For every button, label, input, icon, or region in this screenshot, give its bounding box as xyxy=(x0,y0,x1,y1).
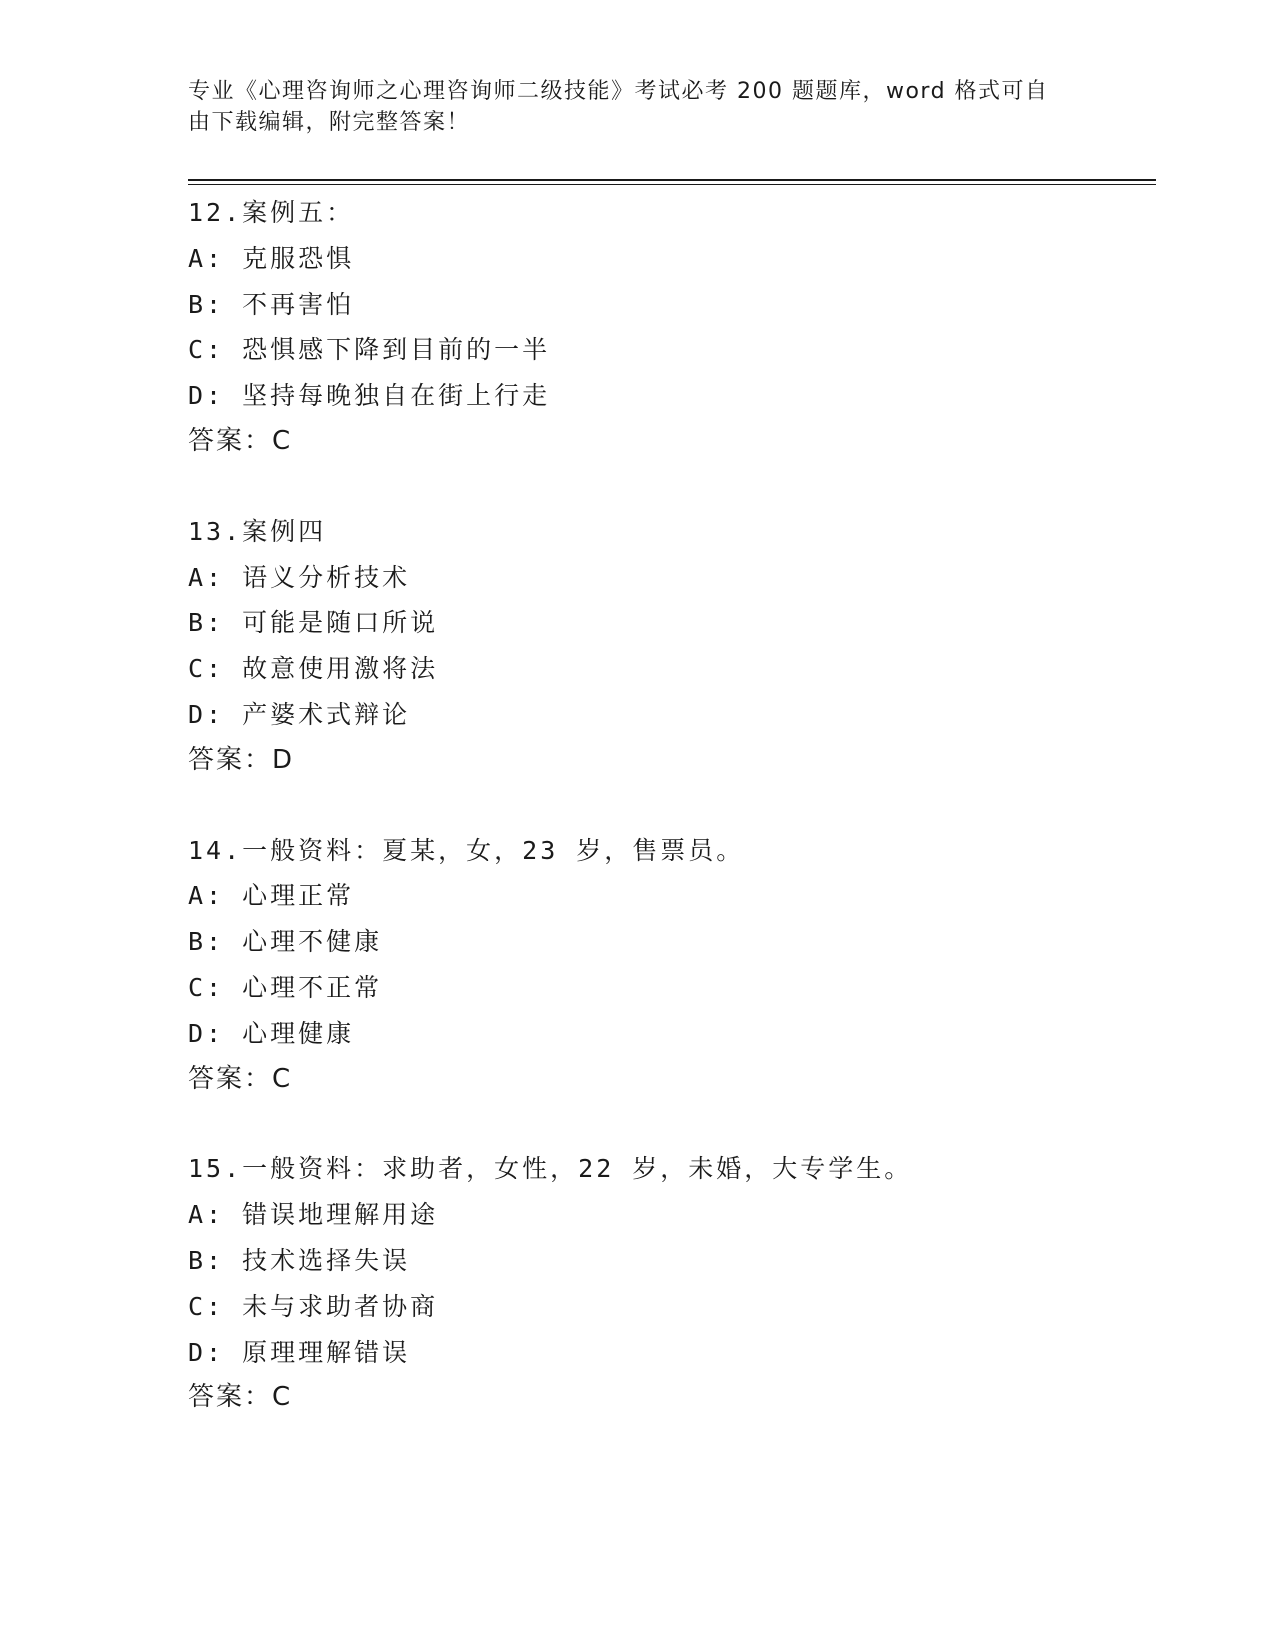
option-c xyxy=(188,965,1156,1011)
option-text: 心理正常 xyxy=(242,881,355,911)
question-12 xyxy=(188,190,1156,465)
option-letter: D: xyxy=(188,699,225,729)
answer-key: 答案：C xyxy=(188,1063,293,1094)
option-b xyxy=(188,600,1156,646)
option-b xyxy=(188,919,1156,965)
option-d xyxy=(188,1330,1156,1376)
header-line-2: 由下载编辑，附完整答案！ xyxy=(188,110,471,135)
option-text: 产婆术式辩论 xyxy=(242,699,411,729)
answer-key: 答案：D xyxy=(188,744,295,775)
document-header xyxy=(188,76,1068,138)
option-text: 故意使用激将法 xyxy=(242,654,439,684)
answer-key: 答案：C xyxy=(188,425,293,456)
option-letter: A: xyxy=(188,562,225,592)
option-text: 语义分析技术 xyxy=(242,562,411,592)
option-d xyxy=(188,1011,1156,1057)
question-stem: 12.案例五： xyxy=(188,198,355,227)
option-letter: C: xyxy=(188,654,225,684)
question-14 xyxy=(188,828,1156,1103)
question-stem: 13.案例四 xyxy=(188,516,327,546)
header-divider-thin xyxy=(188,184,1156,185)
question-stem: 14.一般资料：夏某，女，23 岁，售票员。 xyxy=(188,835,745,865)
option-text: 可能是随口所说 xyxy=(242,608,439,638)
option-c xyxy=(188,646,1156,692)
option-letter: B: xyxy=(188,608,225,638)
option-text: 心理不健康 xyxy=(242,927,383,957)
option-letter: A: xyxy=(188,1200,225,1230)
option-text: 技术选择失误 xyxy=(242,1245,411,1275)
option-letter: B: xyxy=(188,1245,225,1275)
option-text: 未与求助者协商 xyxy=(242,1291,439,1321)
option-letter: C: xyxy=(188,1291,225,1321)
option-b xyxy=(188,282,1156,328)
option-letter: D: xyxy=(188,1337,225,1367)
header-divider-thick xyxy=(188,179,1156,181)
option-letter: A: xyxy=(188,243,225,273)
option-a xyxy=(188,873,1156,919)
option-letter: B: xyxy=(188,927,225,957)
question-15 xyxy=(188,1146,1156,1421)
option-c xyxy=(188,327,1156,373)
option-c xyxy=(188,1284,1156,1330)
option-text: 克服恐惧 xyxy=(242,243,355,273)
option-text: 心理健康 xyxy=(242,1018,355,1048)
option-text: 原理理解错误 xyxy=(242,1337,411,1367)
option-letter: D: xyxy=(188,1018,225,1048)
option-text: 不再害怕 xyxy=(242,289,355,319)
option-letter: B: xyxy=(188,289,225,319)
question-list xyxy=(188,190,1156,1465)
option-text: 心理不正常 xyxy=(242,972,383,1002)
option-d xyxy=(188,692,1156,738)
answer-key: 答案：C xyxy=(188,1382,293,1413)
option-letter: A: xyxy=(188,881,225,911)
option-b xyxy=(188,1238,1156,1284)
option-a xyxy=(188,1192,1156,1238)
option-text: 恐惧感下降到目前的一半 xyxy=(242,335,551,365)
option-a xyxy=(188,555,1156,601)
option-d xyxy=(188,373,1156,419)
question-stem: 15.一般资料：求助者，女性，22 岁，未婚，大专学生。 xyxy=(188,1154,913,1184)
option-text: 错误地理解用途 xyxy=(242,1200,439,1230)
question-13 xyxy=(188,509,1156,784)
option-letter: C: xyxy=(188,335,225,365)
option-text: 坚持每晚独自在街上行走 xyxy=(242,381,551,411)
header-line-1: 专业《心理咨询师之心理咨询师二级技能》考试必考 200 题题库，word 格式可自 xyxy=(188,79,1049,104)
option-letter: D: xyxy=(188,381,225,411)
option-a xyxy=(188,236,1156,282)
option-letter: C: xyxy=(188,972,225,1002)
